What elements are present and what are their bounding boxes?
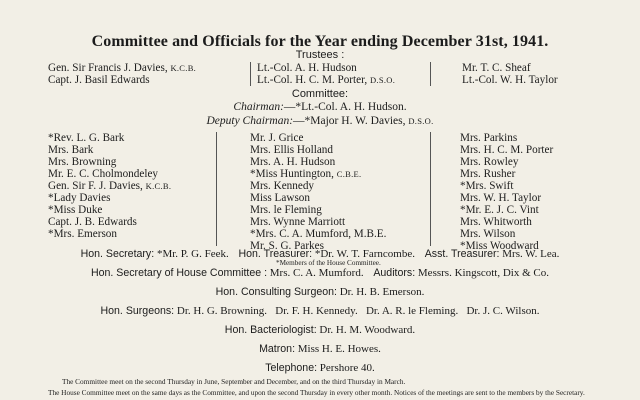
member-name: Capt. J. Basil Edwards <box>48 74 150 86</box>
committee-member-row <box>460 216 553 228</box>
member-name: Mrs. Whitworth <box>460 216 532 228</box>
consulting-surgeon-label: Hon. Consulting Surgeon: <box>215 286 337 298</box>
member-name: Lt.-Col. W. H. Taylor <box>462 74 558 86</box>
deputy-chairman-label: Deputy Chairman: <box>206 115 294 127</box>
member-honour: K.C.B. <box>170 63 197 73</box>
surgeons-names: Dr. H. G. Browning. Dr. F. H. Kennedy. Dr. A. R. le Fleming. Dr. J. C. Wilson. <box>176 305 540 317</box>
surgeons-label: Hon. Surgeons: <box>100 305 175 317</box>
committee-member-row <box>460 204 553 216</box>
column-divider <box>430 62 431 86</box>
hon-treasurer-label: Hon. Treasurer: <box>238 248 313 260</box>
trustee-row <box>462 62 558 74</box>
member-honour: C.B.E. <box>336 169 362 179</box>
committee-heading: Committee: <box>291 88 349 100</box>
house-committee-footnote: *Members of the House Committee. <box>276 259 381 267</box>
member-name: Mr. J. Grice <box>250 132 304 144</box>
bacteriologist-name: Dr. H. M. Woodward. <box>319 324 416 336</box>
member-name: Lt.-Col. H. C. M. Porter, <box>257 74 368 86</box>
hon-secretary-name: *Mr. P. G. Feek. <box>156 248 229 260</box>
member-name: *Mr. E. J. C. Vint <box>460 204 539 216</box>
bacteriologist-label: Hon. Bacteriologist: <box>224 324 317 336</box>
trustee-row <box>48 62 196 74</box>
member-honour: D.S.O. <box>369 75 396 85</box>
member-name: Mrs. Wynne Marriott <box>250 216 346 228</box>
matron-line <box>0 343 640 356</box>
telephone-line <box>0 362 640 375</box>
member-name: Mr. S. G. Parkes <box>250 240 324 252</box>
committee-member-row <box>460 192 553 204</box>
chairman-label: Chairman: <box>233 101 284 113</box>
member-name: *Mrs. C. A. Mumford, M.B.E. <box>250 228 387 240</box>
house-secretary-line <box>0 267 640 280</box>
trustees-heading: Trustees : <box>295 49 345 61</box>
consulting-surgeon-name: Dr. H. B. Emerson. <box>339 286 425 298</box>
committee-member-row <box>460 132 553 144</box>
page-title: Committee and Officials for the Year ending December 31st, 1941. <box>91 33 549 50</box>
chairman-line <box>0 101 640 113</box>
member-name: Mrs. Rusher <box>460 168 516 180</box>
member-name: Mrs. le Fleming <box>250 204 322 216</box>
member-name: Lt.-Col. A. H. Hudson <box>257 62 357 74</box>
committee-member-row <box>250 132 386 144</box>
chairman-name: —*Lt.-Col. A. H. Hudson. <box>283 101 407 113</box>
deputy-chairman-name: —*Major H. W. Davies, <box>293 115 406 127</box>
surgeons-line <box>0 305 640 318</box>
meeting-footnote-1: The Committee meet on the second Thursday in June, September and December, and on the third Thursday in March. <box>62 377 406 386</box>
trustees-column-1 <box>48 62 196 86</box>
member-name: *Rev. L. G. Bark <box>48 132 125 144</box>
column-divider <box>250 62 251 86</box>
committee-member-row <box>250 228 386 240</box>
hon-secretary-label: Hon. Secretary: <box>80 248 155 260</box>
column-divider <box>216 132 217 246</box>
telephone-label: Telephone: <box>265 362 318 374</box>
member-name: Mrs. H. C. M. Porter <box>460 144 554 156</box>
committee-member-row <box>48 192 171 204</box>
committee-member-row <box>48 228 171 240</box>
committee-member-row <box>250 180 386 192</box>
committee-member-row <box>460 180 553 192</box>
committee-member-row <box>460 228 553 240</box>
member-name: Mr. E. C. Cholmondeley <box>48 168 159 180</box>
matron-label: Matron: <box>259 343 296 355</box>
member-name: *Lady Davies <box>48 192 111 204</box>
member-name: Mrs. Browning <box>48 156 117 168</box>
member-name: *Miss Huntington, <box>250 168 334 180</box>
member-name: *Mrs. Emerson <box>48 228 117 240</box>
committee-member-row <box>48 132 171 144</box>
house-secretary-label: Hon. Secretary of House Committee : <box>90 267 268 279</box>
member-name: Gen. Sir Francis J. Davies, <box>48 62 168 74</box>
auditors-name: Messrs. Kingscott, Dix & Co. <box>417 267 549 279</box>
committee-member-row <box>250 192 386 204</box>
member-name: Mrs. Bark <box>48 144 94 156</box>
committee-member-row <box>48 204 171 216</box>
member-name: Gen. Sir F. J. Davies, <box>48 180 143 192</box>
member-name: Mrs. A. H. Hudson <box>250 156 336 168</box>
asst-treasurer-label: Asst. Treasurer: <box>424 248 500 260</box>
meeting-footnote-2: The House Committee meet on the same days as the Committee, and upon the second Thursday in every other month. Notices of the meetings are sent to the members by the Secretary. <box>48 388 585 397</box>
committee-member-row <box>48 180 171 192</box>
committee-member-row <box>250 168 386 180</box>
committee-member-row <box>460 168 553 180</box>
trustee-row <box>257 74 395 86</box>
member-honour: K.C.B. <box>145 181 172 191</box>
matron-name: Miss H. E. Howes. <box>297 343 381 355</box>
committee-member-row <box>460 144 553 156</box>
telephone-number: Pershore 40. <box>319 362 375 374</box>
trustee-row <box>48 74 196 86</box>
committee-column-1 <box>48 132 171 240</box>
bacteriologist-line <box>0 324 640 337</box>
committee-member-row <box>48 168 171 180</box>
trustee-row <box>257 62 395 74</box>
trustees-column-3 <box>462 62 558 86</box>
committee-member-row <box>48 216 171 228</box>
member-name: Capt. J. B. Edwards <box>48 216 137 228</box>
trustee-row <box>462 74 558 86</box>
committee-column-2 <box>250 132 386 252</box>
committee-member-row <box>250 144 386 156</box>
asst-treasurer-name: Mrs. W. Lea. <box>502 248 560 260</box>
column-divider <box>430 132 431 246</box>
member-name: *Mrs. Swift <box>460 180 514 192</box>
auditors-label: Auditors: <box>373 267 416 279</box>
consulting-surgeon-line <box>0 286 640 299</box>
committee-member-row <box>48 156 171 168</box>
member-name: Mrs. Kennedy <box>250 180 315 192</box>
member-name: Miss Lawson <box>250 192 310 204</box>
committee-member-row <box>48 144 171 156</box>
member-name: Mr. T. C. Sheaf <box>462 62 531 74</box>
hon-treasurer-name: *Dr. W. T. Farncombe. <box>314 248 415 260</box>
member-name: Mrs. Wilson <box>460 228 516 240</box>
trustees-column-2 <box>257 62 395 86</box>
member-name: Mrs. Rowley <box>460 156 519 168</box>
member-name: Mrs. W. H. Taylor <box>460 192 542 204</box>
committee-member-row <box>250 216 386 228</box>
committee-member-row <box>250 204 386 216</box>
member-name: *Miss Duke <box>48 204 103 216</box>
committee-column-3 <box>460 132 553 252</box>
member-name: Mrs. Parkins <box>460 132 518 144</box>
member-name: Mrs. Ellis Holland <box>250 144 333 156</box>
committee-member-row <box>250 156 386 168</box>
committee-member-row <box>460 156 553 168</box>
house-secretary-name: Mrs. C. A. Mumford. <box>269 267 364 279</box>
member-name: *Miss Woodward <box>460 240 539 252</box>
deputy-chairman-honour: D.S.O. <box>408 116 434 126</box>
deputy-chairman-line <box>0 115 640 127</box>
